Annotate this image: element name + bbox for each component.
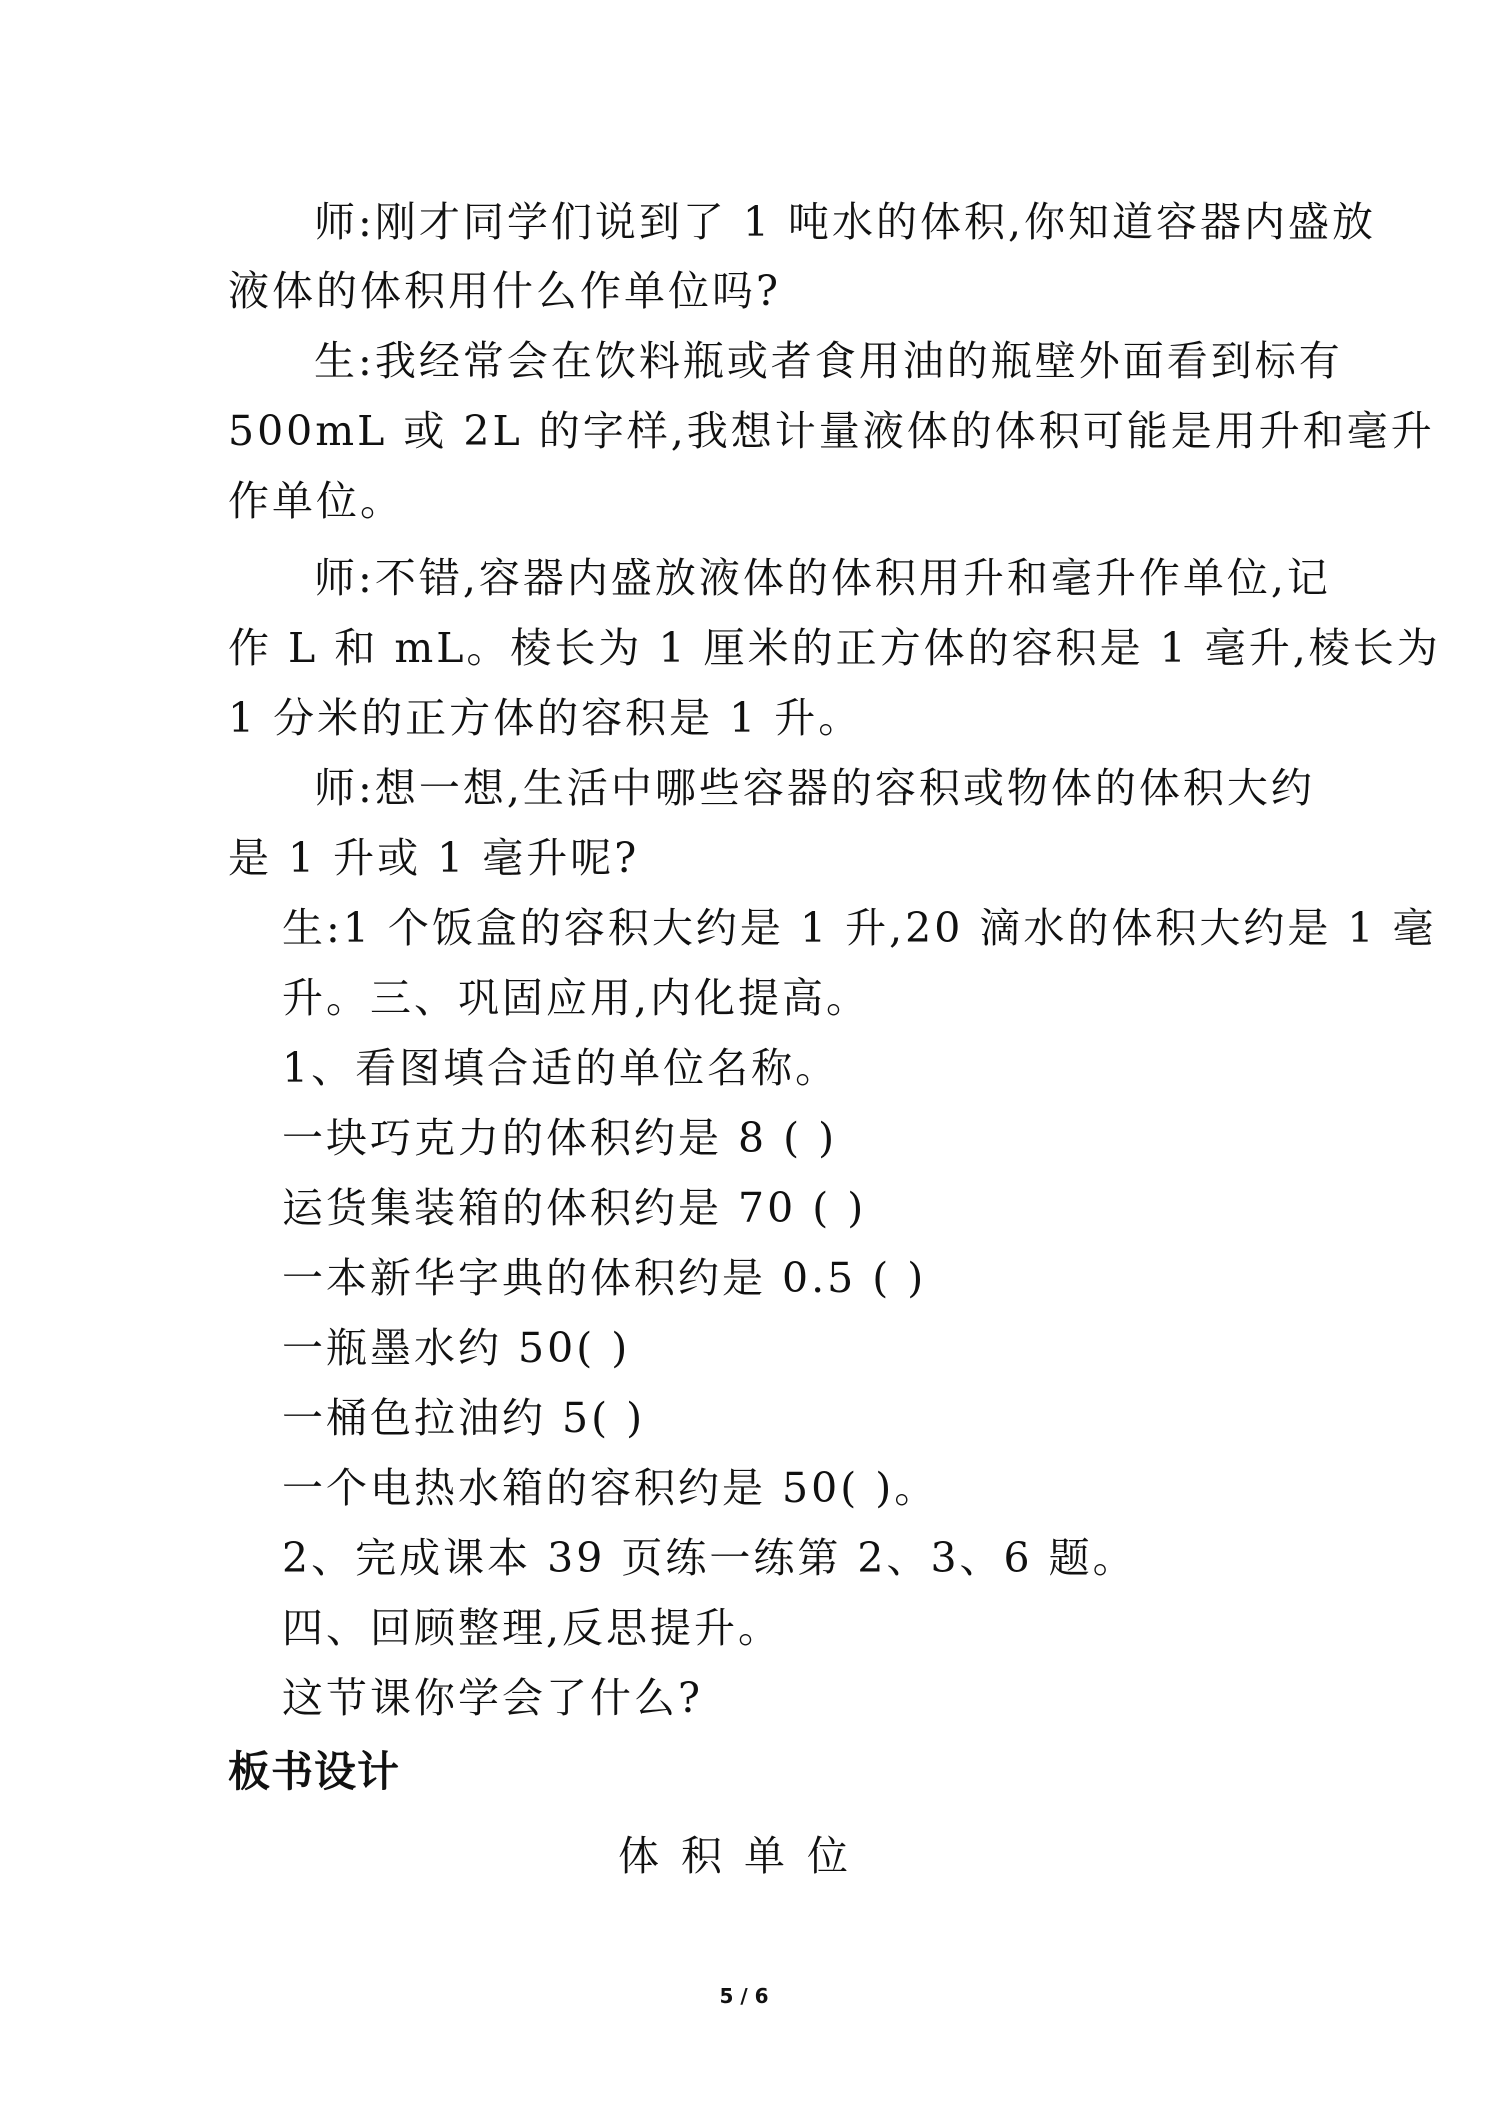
text-line: 一本新华字典的体积约是 0.5 ( )	[282, 1254, 927, 1302]
text-line: 一个电热水箱的容积约是 50( )。	[282, 1464, 939, 1512]
text-line: 作 L 和 mL。棱长为 1 厘米的正方体的容积是 1 毫升,棱长为	[228, 624, 1441, 672]
text-line: 四、回顾整理,反思提升。	[282, 1604, 783, 1652]
text-line: 生:1 个饭盒的容积大约是 1 升,20 滴水的体积大约是 1 毫	[282, 904, 1437, 952]
text-line: 这节课你学会了什么?	[282, 1674, 703, 1722]
section-heading: 板书设计	[228, 1747, 401, 1796]
text-line: 运货集装箱的体积约是 70 ( )	[282, 1184, 867, 1232]
board-title: 体积单位	[618, 1832, 870, 1880]
text-line: 师:刚才同学们说到了 1 吨水的体积,你知道容器内盛放	[314, 198, 1376, 246]
text-line: 师:想一想,生活中哪些容器的容积或物体的体积大约	[314, 764, 1315, 812]
text-line: 生:我经常会在饮料瓶或者食用油的瓶壁外面看到标有	[314, 337, 1343, 385]
text-line: 一块巧克力的体积约是 8 ( )	[282, 1114, 838, 1162]
text-line: 1、看图填合适的单位名称。	[282, 1044, 840, 1092]
text-line: 1 分米的正方体的容积是 1 升。	[228, 694, 863, 742]
text-line: 师:不错,容器内盛放液体的体积用升和毫升作单位,记	[314, 554, 1331, 602]
page-number: 5 / 6	[719, 1984, 769, 2008]
text-line: 一桶色拉油约 5( )	[282, 1394, 646, 1442]
text-line: 2、完成课本 39 页练一练第 2、3、6 题。	[282, 1534, 1137, 1582]
text-line: 一瓶墨水约 50( )	[282, 1324, 631, 1372]
text-line: 是 1 升或 1 毫升呢?	[228, 834, 640, 882]
text-line: 升。三、巩固应用,内化提高。	[282, 974, 871, 1022]
text-line: 500mL 或 2L 的字样,我想计量液体的体积可能是用升和毫升	[228, 407, 1435, 455]
text-line: 液体的体积用什么作单位吗?	[228, 267, 781, 315]
text-line: 作单位。	[228, 477, 404, 525]
